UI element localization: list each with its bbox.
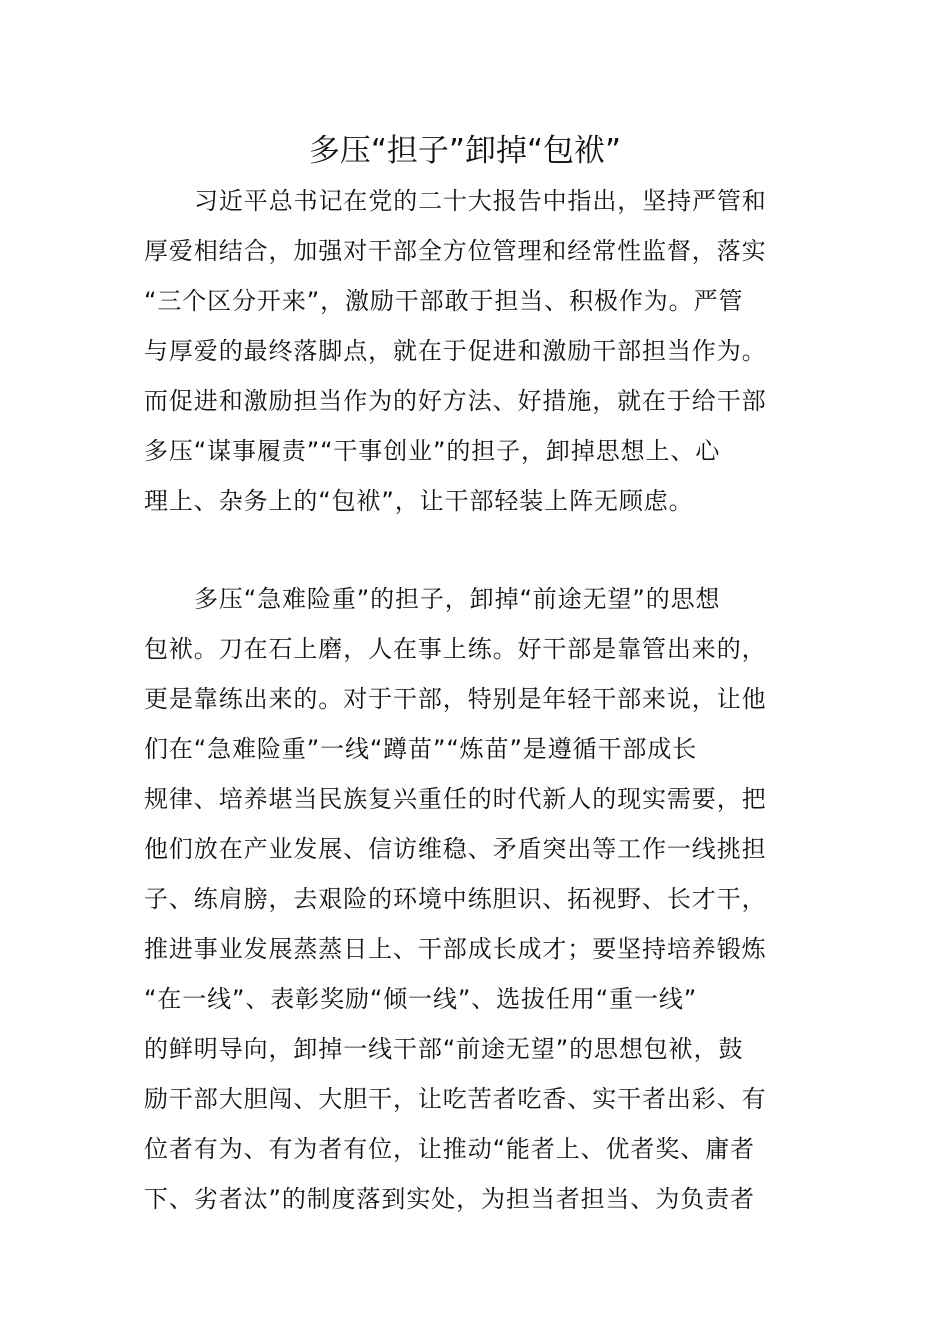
paragraph-line: 们在“急难险重”一线“蹲苗”“炼苗”是遵循干部成长 (144, 735, 698, 763)
paragraph-line: 多压“谋事履责”“干事创业”的担子，卸掉思想上、心 (144, 437, 721, 465)
paragraph-2 (144, 574, 808, 1224)
paragraph-line: 理上、杂务上的“包袱”，让干部轻装上阵无顾虑。 (144, 487, 694, 515)
paragraph-line: 规律、培养堪当民族复兴重任的时代新人的现实需要，把 (144, 785, 767, 813)
paragraph-line: 更是靠练出来的。对于干部，特别是年轻干部来说，让他 (144, 685, 767, 713)
paragraph-line: 位者有为、有为者有位，让推动“能者上、优者奖、庸者 (144, 1135, 755, 1163)
paragraph-line: 多压“急难险重”的担子，卸掉“前途无望”的思想 (194, 585, 721, 613)
paragraph-line: 包袱。刀在石上磨，人在事上练。好干部是靠管出来的， (144, 635, 767, 663)
paragraph-line: 与厚爱的最终落脚点，就在于促进和激励干部担当作为。 (144, 337, 767, 365)
paragraph-line: 子、练肩膀，去艰险的环境中练胆识、拓视野、长才干， (144, 885, 767, 913)
paragraph-line: 推进事业发展蒸蒸日上、干部成长成才；要坚持培养锻炼 (144, 935, 767, 963)
paragraph-line: 的鲜明导向，卸掉一线干部“前途无望”的思想包袱，鼓 (144, 1035, 744, 1063)
paragraph-line: 习近平总书记在党的二十大报告中指出，坚持严管和 (194, 187, 767, 215)
paragraph-line: 他们放在产业发展、信访维稳、矛盾突出等工作一线挑担 (144, 835, 767, 863)
paragraph-1 (144, 176, 808, 526)
paragraph-line: 而促进和激励担当作为的好方法、好措施，就在于给干部 (144, 387, 767, 415)
paragraph-line: 励干部大胆闯、大胆干，让吃苦者吃香、实干者出彩、有 (144, 1085, 767, 1113)
paragraph-line: “三个区分开来”，激励干部敢于担当、积极作为。严管 (144, 287, 744, 315)
paragraph-line: 厚爱相结合，加强对干部全方位管理和经常性监督，落实 (144, 237, 767, 265)
document-title: 多压“担子”卸掉“包袱” (308, 133, 622, 169)
paragraph-line: “在一线”、表彰奖励“倾一线”、选拔任用“重一线” (144, 985, 698, 1013)
paragraph-line: 下、劣者汰”的制度落到实处，为担当者担当、为负责者 (144, 1185, 755, 1213)
